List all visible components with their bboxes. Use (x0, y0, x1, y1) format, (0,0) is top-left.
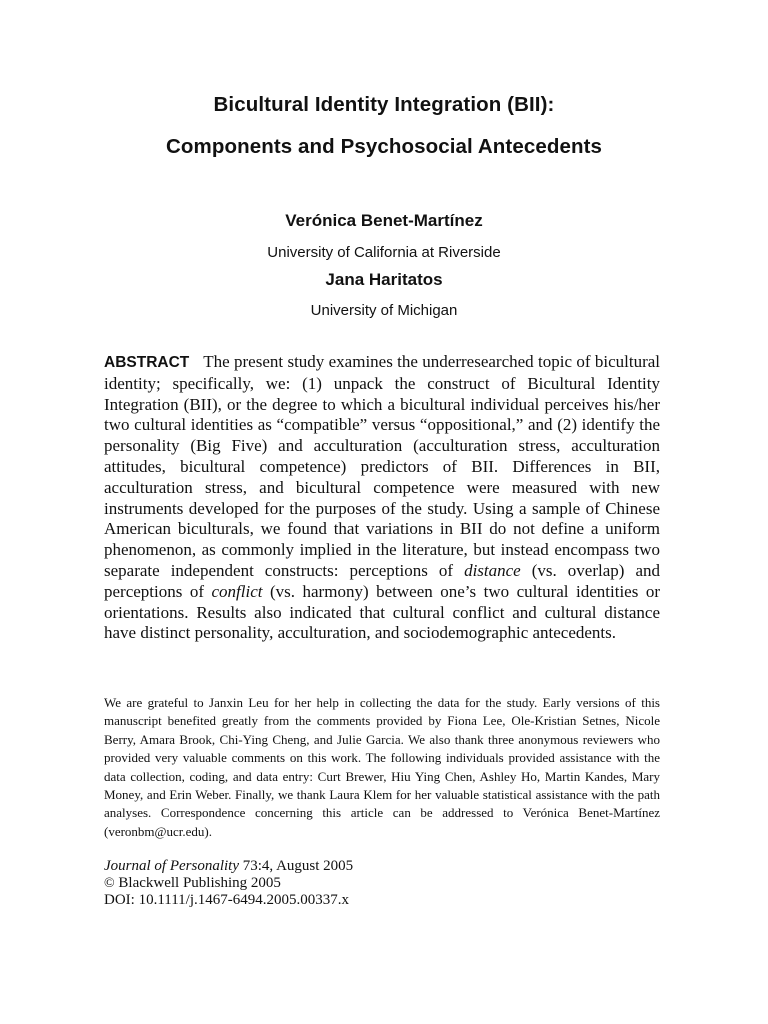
acknowledgement-footnote: We are grateful to Janxin Leu for her help in collecting the data for the study. Early versions of this manuscript benefited greatly from the comments provided by Fiona Lee, Ole-Kristian Setnes, Nicole Berry, Amara Brook, Chi-Ying Cheng, and Julie Garcia. We also thank three anonymous reviewers who provided very valuable comments on this work. The following individuals provided assistance with the data collection, coding, and data entry: Curt Brewer, Hiu Ying Chen, Ashley Ho, Martin Kandes, Mary Money, and Erin Weber. Finally, we thank Laura Klem for her valuable statistical assistance with the path analyses. Correspondence concerning this article can be addressed to Verónica Benet-Martínez (veronbm@ucr.edu). (104, 695, 660, 839)
author-affiliation: University of Michigan (310, 302, 458, 319)
author-name: Jana Haritatos (325, 270, 443, 289)
abstract-text: The present study examines the underresearched topic of bicultural identity; specifically, we: (1) unpack the construct of Bicultural Identity Integration (BII), or the degree to which a bicultural individual perceives his/her two cultural identities as “compatible” versus “oppositional,” and (2) identify the personality (Big Five) and acculturation (acculturation stress, acculturation attitudes, bicultural competence) predictors of BII. Differences in BII, acculturation stress, and bicultural competence were measured with new instruments developed for the purposes of the study. Using a sample of Chinese American biculturals, we found that variations in BII do not define a uniform phenomenon, as commonly implied in the literature, but instead encompass two separate independent constructs: perceptions of (104, 352, 660, 580)
abstract (104, 352, 660, 644)
journal-citation (104, 858, 504, 875)
copyright-line (104, 875, 504, 892)
journal-issue: 73:4, August 2005 (239, 858, 354, 874)
abstract-emphasis-conflict: conflict (211, 581, 263, 601)
abstract-text: (vs. overlap) and perceptions of (104, 560, 660, 601)
abstract-text: (vs. harmony) between one’s two cultural identities or orientations. Results also indicated that cultural conflict and cultural distance have distinct personality, acculturation, and sociodemographic antecedents. (104, 581, 660, 643)
journal-name: Journal of Personality (104, 858, 239, 874)
doi: DOI: 10.1111/j.1467-6494.2005.00337.x (104, 892, 349, 908)
author-name: Verónica Benet-Martínez (285, 211, 483, 230)
abstract-label: ABSTRACT (104, 354, 190, 371)
author-affiliation: University of California at Riverside (267, 244, 501, 261)
publisher: Blackwell Publishing 2005 (114, 875, 281, 891)
copyright-icon: © (104, 876, 115, 891)
abstract-emphasis-distance: distance (464, 560, 521, 580)
title-line-1: Bicultural Identity Integration (BII): (213, 93, 555, 116)
title-line-2: Components and Psychosocial Antecedents (165, 135, 602, 158)
journal-info (104, 858, 504, 909)
